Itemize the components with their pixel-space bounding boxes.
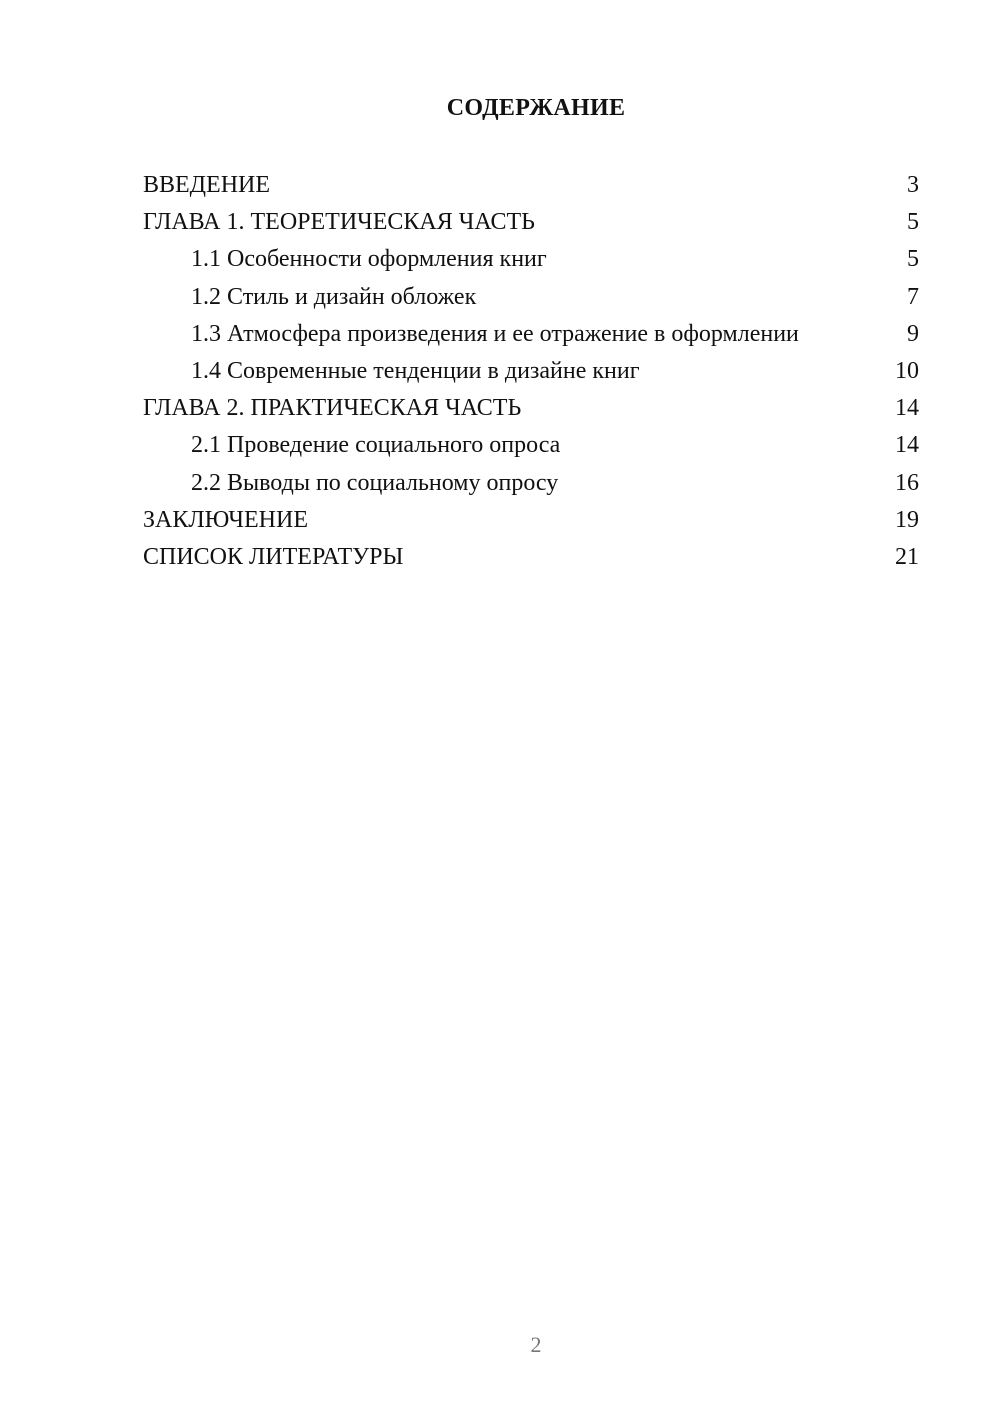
page-title: СОДЕРЖАНИЕ	[446, 95, 626, 121]
toc-entry-page: 3	[907, 172, 919, 198]
toc-entry-label: ВВЕДЕНИЕ	[143, 172, 271, 198]
toc-entry-section-2-2	[143, 465, 919, 502]
toc-entry-page: 14	[895, 395, 919, 422]
toc-entry-page: 19	[895, 506, 919, 533]
toc-entry-page: 5	[907, 209, 919, 236]
toc-entry-section-1-2	[143, 279, 919, 316]
toc-entry-label: 2.1 Проведение социального опроса	[191, 432, 561, 459]
toc-entry-conclusion	[143, 502, 919, 539]
toc-entry-label: 1.3 Атмосфера произведения и ее отражение в оформлении	[191, 320, 799, 347]
toc-entry-section-1-3	[143, 316, 919, 353]
toc-entry-label: 1.2 Стиль и дизайн обложек	[191, 283, 477, 310]
toc-entry-page: 10	[895, 357, 919, 384]
toc-entry-label: ЗАКЛЮЧЕНИЕ	[143, 506, 308, 533]
toc-entry-bibliography	[143, 539, 919, 576]
toc-entry-label: 2.2 Выводы по социальному опросу	[191, 469, 559, 496]
toc-entry-chapter-1	[143, 204, 919, 241]
toc-entry-page: 9	[907, 320, 919, 347]
toc-entry-label: 1.4 Современные тенденции в дизайне книг	[191, 357, 640, 384]
toc-entry-page: 21	[895, 543, 919, 570]
toc-entry-section-1-1	[143, 241, 919, 278]
toc-entry-page: 7	[907, 283, 919, 310]
page-number: 2	[530, 1332, 542, 1357]
toc-entry-introduction	[143, 167, 919, 204]
toc-entry-section-1-4	[143, 353, 919, 390]
toc-entry-page: 5	[907, 246, 919, 273]
toc-entry-label: 1.1 Особенности оформления книг	[191, 246, 547, 273]
toc-entry-label: СПИСОК ЛИТЕРАТУРЫ	[143, 543, 404, 570]
toc-entry-page: 14	[895, 432, 919, 459]
toc-entry-page: 16	[895, 469, 919, 496]
toc-entry-label: ГЛАВА 2. ПРАКТИЧЕСКАЯ ЧАСТЬ	[143, 395, 522, 422]
table-of-contents	[143, 167, 919, 576]
toc-entry-label: ГЛАВА 1. ТЕОРЕТИЧЕСКАЯ ЧАСТЬ	[143, 209, 535, 236]
toc-entry-section-2-1	[143, 427, 919, 464]
toc-entry-chapter-2	[143, 390, 919, 427]
